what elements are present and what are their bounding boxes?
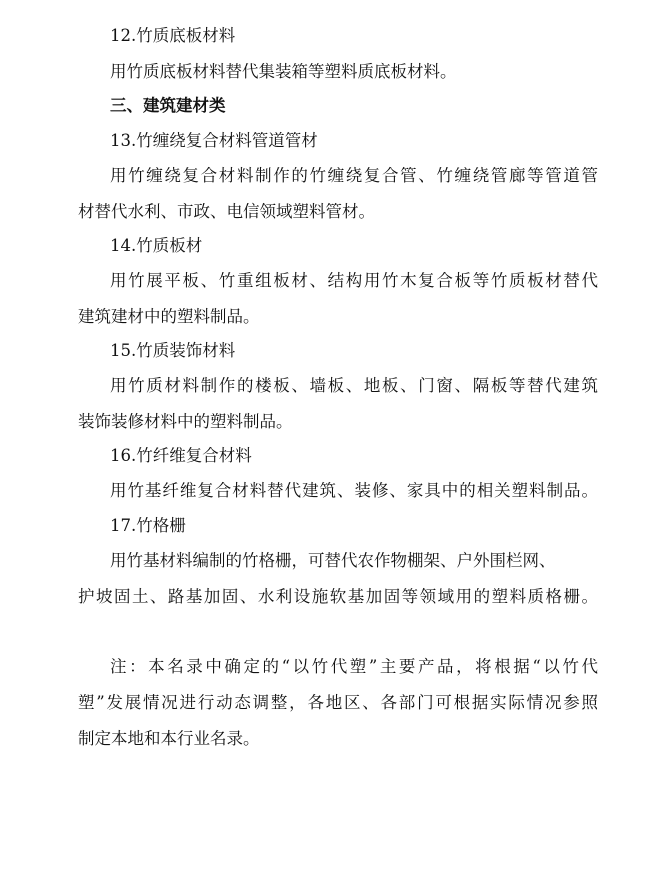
item-15-title: 15.竹质装饰材料 [110,341,236,360]
item-15-body-line-2: 装饰装修材料中的塑料制品。 [78,412,293,431]
item-13-body-line-1: 用竹缠绕复合材料制作的竹缠绕复合管、竹缠绕管廊等管道管 [110,166,598,185]
item-13-body-line-2: 材替代水利、市政、电信领域塑料管材。 [78,202,375,221]
item-12-body-line-1: 用竹质底板材料替代集装箱等塑料质底板材料。 [110,62,457,81]
item-14-body-line-2: 建筑建材中的塑料制品。 [78,307,260,326]
item-17-title: 17.竹格栅 [110,516,186,535]
item-13-title: 13.竹缠绕复合材料管道管材 [110,131,318,150]
category-heading-building-materials: 三、建筑建材类 [110,96,226,115]
note-line-2: 塑”发展情况进行动态调整，各地区、各部门可根据实际情况参照 [78,693,598,712]
item-14-body-line-1: 用竹展平板、竹重组板材、结构用竹木复合板等竹质板材替代 [110,271,598,290]
note-line-3: 制定本地和本行业名录。 [78,729,260,748]
item-17-body-line-1: 用竹基材料编制的竹格栅，可替代农作物棚架、户外围栏网、 [110,551,556,570]
item-15-body-line-1: 用竹质材料制作的楼板、墙板、地板、门窗、隔板等替代建筑 [110,376,598,395]
note-line-1: 注：本名录中确定的“以竹代塑”主要产品，将根据“以竹代 [110,657,598,676]
item-16-title: 16.竹纤维复合材料 [110,446,252,465]
item-17-body-line-2: 护坡固土、路基加固、水利设施软基加固等领域用的塑料质格栅。 [78,587,598,606]
item-12-title: 12.竹质底板材料 [110,26,236,45]
item-14-title: 14.竹质板材 [110,236,203,255]
item-16-body-line-1: 用竹基纤维复合材料替代建筑、装修、家具中的相关塑料制品。 [110,481,598,500]
